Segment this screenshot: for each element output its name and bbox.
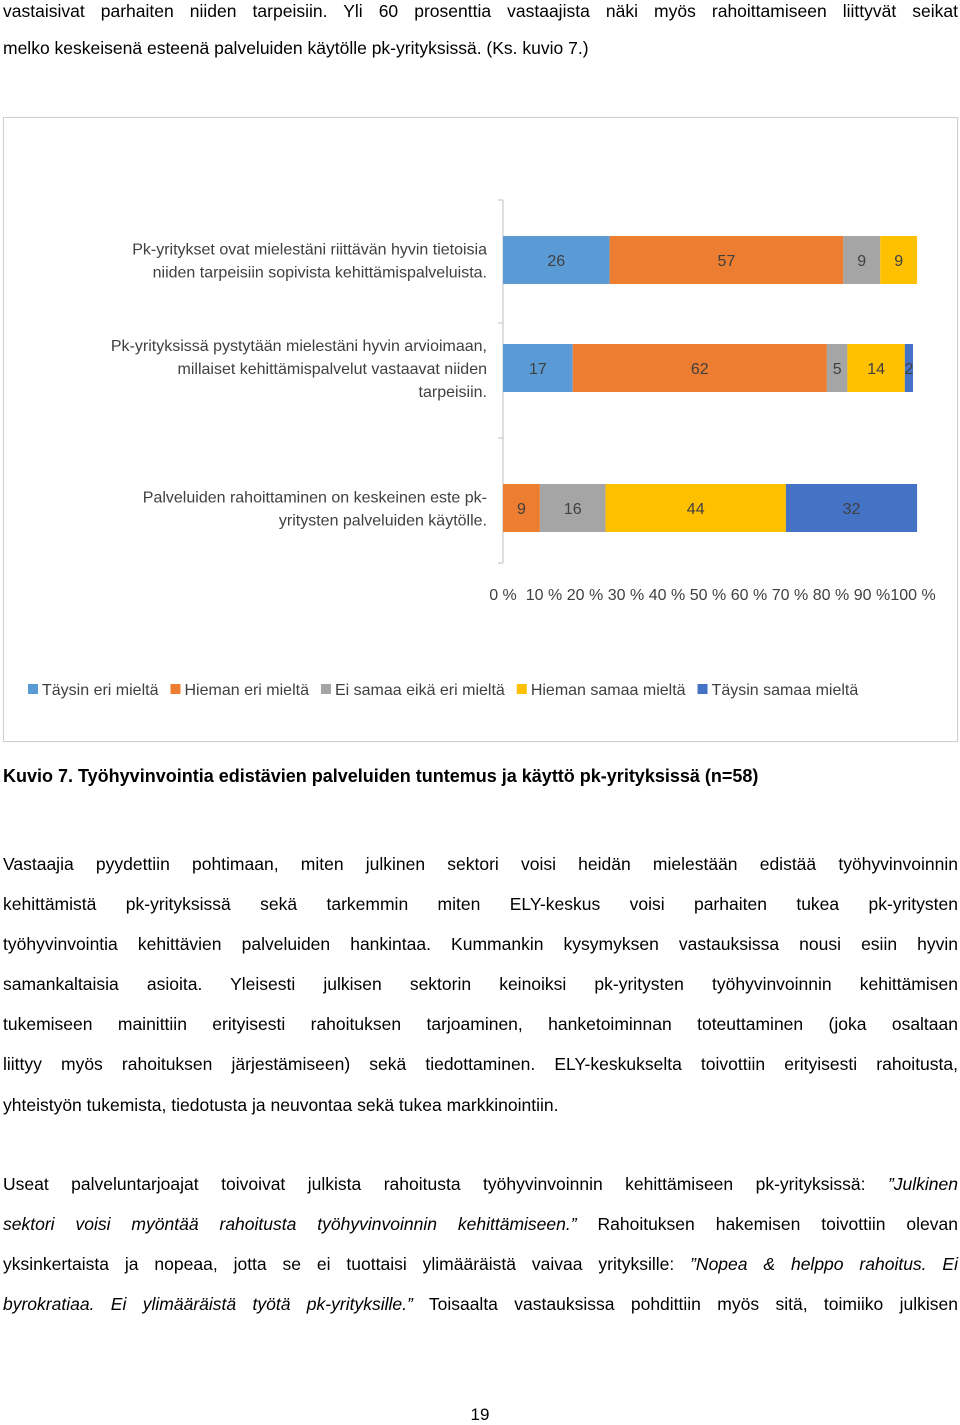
body-text-line: Vastaajia pyydettiin pohtimaan, miten julkinen sektori voisi heidän mielestään edistää työhyvinvoinnin <box>3 854 958 874</box>
category-label: tarpeisiin. <box>418 384 487 401</box>
quote-text: byrokratiaa. Ei ylimääräistä työtä pk-yrityksille.” <box>3 1294 413 1314</box>
body-text-line: vastaisivat parhaiten niiden tarpeisiin. Yli 60 prosenttia vastaajista näki myös rahoittamiseen liittyvät seikat <box>3 1 958 21</box>
quote-text: ”Nopea & helppo rahoitus. Ei <box>690 1254 958 1274</box>
text-span: Rahoituksen hakemisen toivottiin olevan <box>576 1214 958 1234</box>
data-label: 5 <box>832 361 842 378</box>
data-label: 2 <box>904 361 914 378</box>
x-tick-label: 40 % <box>648 587 686 604</box>
chart-frame <box>3 117 958 742</box>
figure-caption: Kuvio 7. Työhyvinvointia edistävien palveluiden tuntemus ja käyttö pk-yrityksissä (n=58) <box>3 766 759 786</box>
data-label: 17 <box>528 361 547 378</box>
category-label: Palveluiden rahoittaminen on keskeinen este pk- <box>142 489 487 507</box>
text-span: yksinkertaista ja nopeaa, jotta se ei tuottaisi ylimääräistä vaivaa yrityksille: <box>3 1254 691 1274</box>
category-label: yritysten palveluiden käytölle. <box>278 512 487 530</box>
body-text-line <box>3 1294 958 1314</box>
stacked-bar-chart <box>4 118 957 741</box>
legend-swatch <box>170 684 180 694</box>
data-label: 14 <box>867 361 885 378</box>
body-text-line: kehittämistä pk-yrityksissä sekä tarkemmin miten ELY-keskus voisi parhaiten tukea pk-yritysten <box>3 894 958 914</box>
body-text-line <box>3 1254 958 1274</box>
data-label: 44 <box>686 501 705 518</box>
body-text-line: samankaltaisia asioita. Yleisesti julkisen sektorin keinoiksi pk-yritysten työhyvinvoinnin kehittämisen <box>3 974 958 994</box>
category-label: niiden tarpeisiin sopivista kehittämispalveluista. <box>152 264 487 282</box>
x-tick-label: 10 % <box>525 587 563 604</box>
data-label: 26 <box>547 253 566 270</box>
legend-label: Täysin samaa mieltä <box>711 682 859 699</box>
legend-label: Hieman samaa mieltä <box>530 682 686 699</box>
data-label: 16 <box>563 501 582 518</box>
data-label: 9 <box>857 253 867 270</box>
body-text-line <box>3 1214 958 1234</box>
x-tick-label: 90 % <box>853 587 891 604</box>
data-label: 62 <box>690 361 709 378</box>
legend-swatch <box>28 684 38 694</box>
legend-swatch <box>321 684 331 694</box>
data-label: 9 <box>894 253 904 270</box>
x-tick-label: 100 % <box>890 587 936 604</box>
page-number: 19 <box>470 1405 490 1424</box>
x-tick-label: 0 % <box>489 587 517 604</box>
body-text-line: melko keskeisenä esteenä palveluiden käytölle pk-yrityksissä. (Ks. kuvio 7.) <box>3 38 589 58</box>
quote-text: ”Julkinen <box>887 1174 958 1194</box>
x-tick-label: 20 % <box>566 587 604 604</box>
text-span: Toisaalta vastauksissa pohdittiin myös sitä, toimiiko julkisen <box>412 1294 958 1314</box>
category-label: Pk-yrityksissä pystytään mielestäni hyvin arvioimaan, <box>110 338 487 355</box>
quote-text: sektori voisi myöntää rahoitusta työhyvinvoinnin kehittämiseen.” <box>3 1214 577 1234</box>
body-text-line: työhyvinvointia kehittävien palveluiden hankintaa. Kummankin kysymyksen vastauksissa nousi esiin hyvin <box>3 934 958 954</box>
x-tick-label: 70 % <box>771 587 809 604</box>
x-tick-label: 30 % <box>607 587 645 604</box>
body-text-line: yhteistyön tukemista, tiedotusta ja neuvontaa sekä tukea markkinointiin. <box>3 1095 559 1115</box>
x-tick-label: 80 % <box>812 587 850 604</box>
legend-label: Hieman eri mieltä <box>184 682 309 699</box>
data-label: 57 <box>717 253 736 270</box>
text-span: Useat palveluntarjoajat toivoivat julkista rahoitusta työhyvinvoinnin kehittämiseen pk-yrityksissä: <box>3 1174 888 1194</box>
legend-label: Täysin eri mieltä <box>42 682 159 699</box>
x-tick-label: 60 % <box>730 587 768 604</box>
legend-swatch <box>698 684 708 694</box>
category-label: Pk-yritykset ovat mielestäni riittävän hyvin tietoisia <box>132 241 487 259</box>
body-text-line: liittyy myös rahoituksen järjestämiseen) sekä tiedottaminen. ELY-keskukselta toivottiin erityisesti rahoitusta, <box>3 1054 958 1074</box>
data-label: 9 <box>516 501 526 518</box>
data-label: 32 <box>842 501 861 518</box>
body-text-line: tukemiseen mainittiin erityisesti rahoituksen tarjoaminen, hanketoiminnan toteuttaminen (joka osaltaan <box>3 1014 958 1034</box>
legend-swatch <box>517 684 527 694</box>
category-label: millaiset kehittämispalvelut vastaavat niiden <box>177 361 487 378</box>
x-tick-label: 50 % <box>689 587 727 604</box>
legend-label: Ei samaa eikä eri mieltä <box>334 682 505 699</box>
body-text-line <box>3 1174 958 1194</box>
